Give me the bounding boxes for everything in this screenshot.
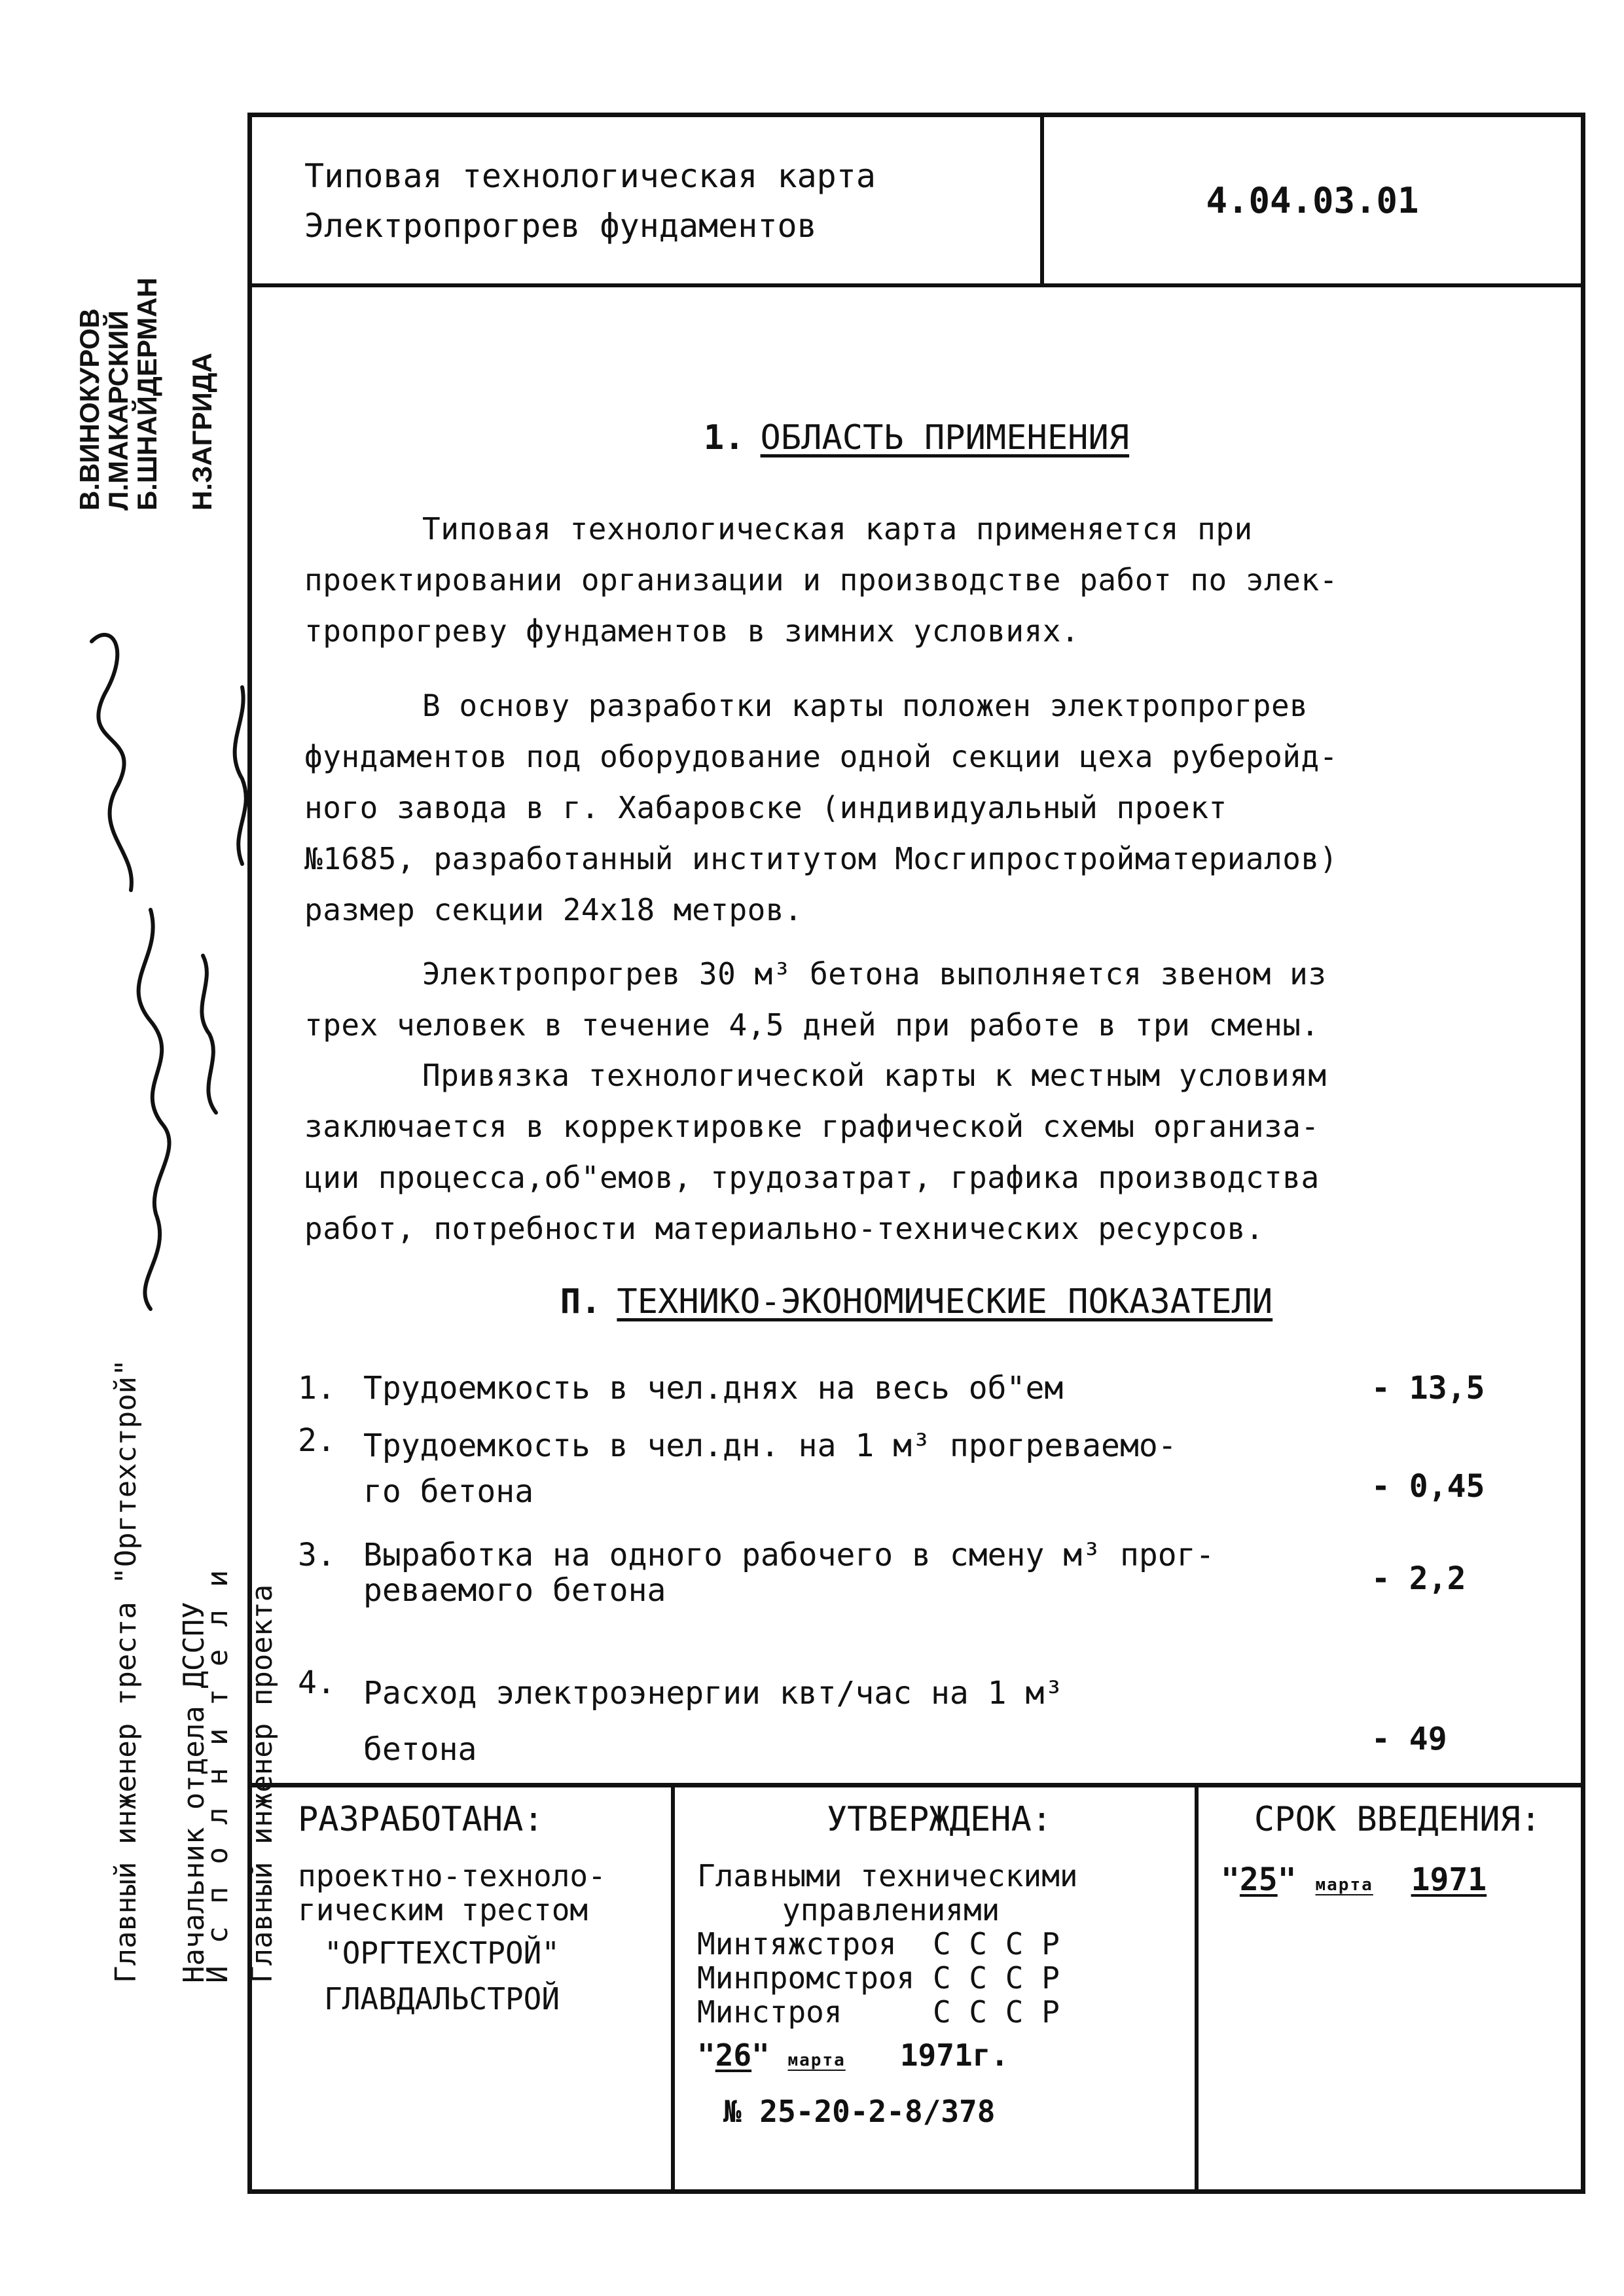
section1-paragraph-4: Привязка технологической карты к местным условиям заключается в корректировке графической схемы организа- ции процесса,об"емов, трудозатрат, графика производства работ, потребности материально-технических ресурсов. [304,1058,1327,1246]
indicator-value: - 2,2 [1371,1560,1466,1597]
approved-date-day: 26 [715,2037,752,2073]
performers-label: Исполнители [201,1547,234,1983]
role-department-head: Начальник отдела ДССПУ [177,1602,211,1983]
indicator-text: Выработка на одного рабочего в смену м³ прог- реваемого бетона [363,1537,1215,1609]
developed-line1: проектно-техноло- [298,1858,606,1893]
approved-heading: УТВЕРЖДЕНА: [826,1800,1053,1839]
indicator-text: Трудоемкость в чел.дн. на 1 м³ прогреваемо- го бетона [363,1427,1177,1510]
document-frame [247,113,1585,2194]
section1-title-text: ОБЛАСТЬ ПРИМЕНЕНИЯ [760,418,1130,457]
developed-line2: гическим трестом [298,1892,588,1928]
name-shnaiderman: Б.ШНАЙДЕРМАН [132,278,162,511]
role-chief-project-engineer: Главный инженер проекта [245,1584,279,1983]
developed-org: "ОРГТЕХСТРОЙ" [324,1935,560,1971]
header-title-cell [252,117,1044,287]
name-zagrida: Н.ЗАГРИДА [187,353,217,511]
approved-by-block [697,1800,1182,2129]
effective-date: "25" марта 1971 [1221,1861,1487,1898]
role-chief-engineer-trust: Главный инженер треста "Оргтехстрой" [109,1359,143,1983]
effective-date-year: 1971 [1411,1861,1487,1898]
section1-paragraph-3: Электропрогрев 30 м³ бетона выполняется звеном из трех человек в течение 4,5 дней при работе в три смены. [304,956,1327,1043]
approved-line2: управлениями [782,1892,1000,1928]
footer-column-divider [671,1783,675,2189]
effective-date-block [1221,1800,1574,1902]
name-makarsky: Л.МАКАРСКИЙ [103,310,134,511]
indicator-value: - 0,45 [1371,1468,1485,1505]
names-block [75,278,217,511]
indicator-number: 4. [298,1664,336,1701]
indicator-number: 1. [298,1370,336,1407]
indicator-number: 3. [298,1537,336,1573]
approved-date-month: марта [787,2051,846,2070]
indicator-value: - 13,5 [1371,1370,1485,1407]
effective-date-month: марта [1315,1875,1373,1895]
approved-date-year: 1971г. [899,2037,1009,2073]
header-title-line1: Типовая технологическая карта [304,157,876,195]
approved-ministry-2: Минпромстроя С С С Р [697,1960,1060,1996]
signature-3 [202,956,216,1113]
footer-divider [252,1783,1581,1787]
approved-ministry-1: Минтяжстроя С С С Р [697,1926,1060,1962]
approved-line1: Главными техническими [697,1858,1078,1893]
signature-1 [92,635,132,890]
developed-ministry: ГЛАВДАЛЬСТРОЙ [324,1981,560,2017]
header-title-line2: Электропрогрев фундаментов [304,207,817,245]
effective-heading: СРОК ВВЕДЕНИЯ: [1254,1800,1542,1839]
section2-title [252,1282,1581,1321]
effective-date-day: 25 [1239,1861,1278,1898]
section1-paragraph-1: Типовая технологическая карта применяется при проектировании организации и производстве работ по элек- тропрогреву фундаментов в зимних условиях. [304,511,1338,649]
indicator-text: Расход электроэнергии квт/час на 1 м³ бетона [363,1675,1064,1768]
handwritten-signatures [52,615,249,1335]
header-code-cell [1044,117,1581,287]
developed-by-block [298,1800,664,2017]
indicator-number: 2. [298,1422,336,1459]
section1-paragraph-2: В основу разработки карты положен электропрогрев фундаментов под оборудование одной секции цеха руберойд- ного завода в г. Хабаровске (индивидуальный проект №1685, разработанный институтом Мосгипростройматериалов) размер секции 24х18 метров. [304,688,1338,927]
indicator-text: Трудоемкость в чел.днях на весь об"ем [363,1370,1064,1407]
section1-number: 1. [703,418,745,457]
section2-title-text: ТЕХНИКО-ЭКОНОМИЧЕСКИЕ ПОКАЗАТЕЛИ [617,1282,1273,1321]
indicator-value: - 49 [1371,1721,1447,1757]
signature-4 [235,687,246,864]
approved-date: "26" марта 1971г. [697,2037,1009,2073]
footer-column-divider [1195,1783,1199,2189]
section2-number: П. [560,1282,602,1321]
name-vinokurov: В.ВИНОКУРОВ [74,308,105,511]
approval-number: № 25-20-2-8/378 [723,2094,996,2129]
developed-heading: РАЗРАБОТАНА: [298,1800,544,1839]
section1-title [252,418,1581,457]
signature-2 [139,910,170,1309]
document-code: 4.04.03.01 [1206,179,1419,221]
approved-ministry-3: Минстроя С С С Р [697,1994,1060,2030]
